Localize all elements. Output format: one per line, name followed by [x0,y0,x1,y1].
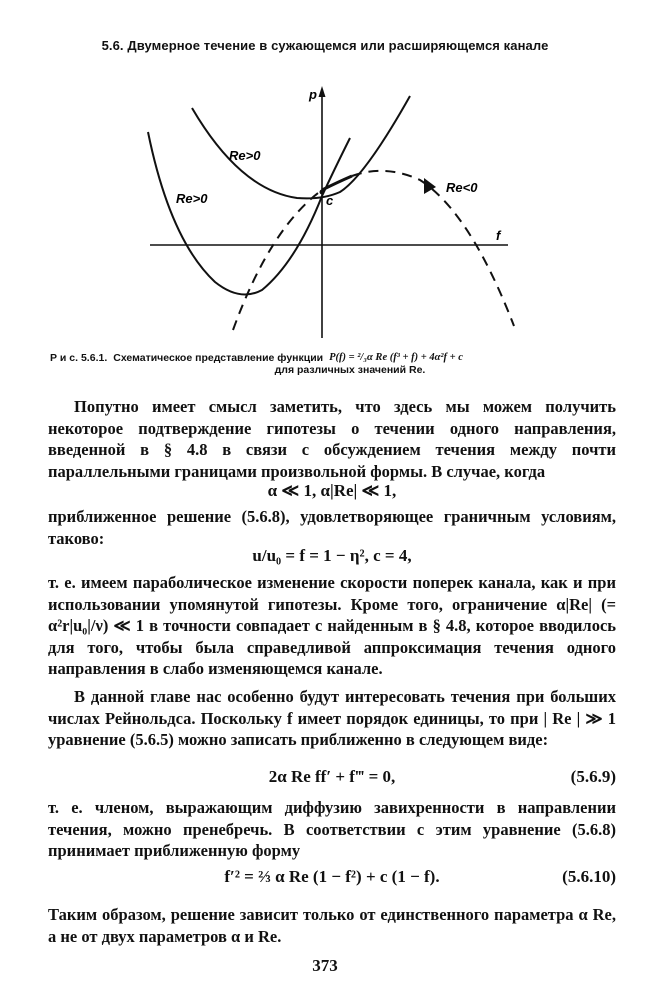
paragraph-4: В данной главе нас особенно будут интересовать течения при больших числах Рейнольдса. Поскольку f имеет порядок единицы, то при | Re | ≫ 1 уравнение (5.6.5) можно записать приближенно в следующем виде: [48,687,616,749]
paragraph-5: т. е. членом, выражающим диффузию завихренности в направлении течения, можно пренебречь. В соответствии с этим уравнение (5.6.8) принимает приближенную форму [48,798,616,860]
caption-text: Схематическое представление функции [113,352,324,364]
paragraph-6: Таким образом, решение зависит только от единственного параметра α Re, а не от двух параметров α и Re. [48,905,616,946]
curve-re-negative-near-c [322,176,352,190]
point-c-marker [320,190,325,195]
caption-line-2: для различных значений Re. [274,364,426,376]
curve-upper-re-positive [192,96,410,198]
curve-re-negative-right [352,171,514,326]
label-re-negative: Re<0 [446,180,478,195]
paragraph-2: приближенное решение (5.6.8), удовлетворяющее граничным условиям, таково: [48,507,616,548]
equation-4-number: (5.6.10) [562,867,616,886]
equation-4-row [48,866,616,888]
figure-5-6-1 [0,0,650,345]
equation-3-row [48,766,616,788]
axis-f-label: f [496,228,501,243]
paragraph-1: Попутно имеет смысл заметить, что здесь мы можем получить некоторое подтверждение гипотезы о течении одного направления, введенной в § 4.8 в связи с обсуждением течения между почти параллельными границами произвольной формы. В случае, когда [48,397,616,481]
equation-3-number: (5.6.9) [570,767,616,786]
label-upper-re-positive: Re>0 [229,148,261,163]
equation-4: f′² = ⅔ α Re (1 − f²) + c (1 − f). [224,867,440,886]
figure-caption [50,352,620,376]
point-c-label: c [326,193,334,208]
caption-formula: P(f) = ²/₃α Re (f³ + f) + 4α²f + c [329,352,463,363]
caption-label: Р и с. 5.6.1. [50,352,108,364]
equation-3: 2α Re ff′ + f‴ = 0, [268,767,396,786]
curve-re-negative-left [233,190,322,330]
paragraph-3: т. е. имеем параболическое изменение скорости поперек канала, как и при использовании упомянутой гипотезы. Кроме того, ограничение α|Re| (= α²r|u₀|/ν) ≪ 1 в точности совпадает с найденным в § 4.8, которое вводилось для того, чтобы была справедливой аппроксимация течения одного направления в слабо изменяющемся канале. [48,573,616,678]
running-head: 5.6. Двумерное течение в сужающемся или расширяющемся канале [101,38,549,53]
axis-p-label: p [309,87,317,102]
p-axis-arrow-icon [319,86,326,97]
equation-2: u/u₀ = f = 1 − η², c = 4, [252,546,412,565]
page-number: 373 [312,956,338,975]
equation-1: α ≪ 1, α|Re| ≪ 1, [267,481,397,500]
label-lower-re-positive: Re>0 [176,191,208,206]
